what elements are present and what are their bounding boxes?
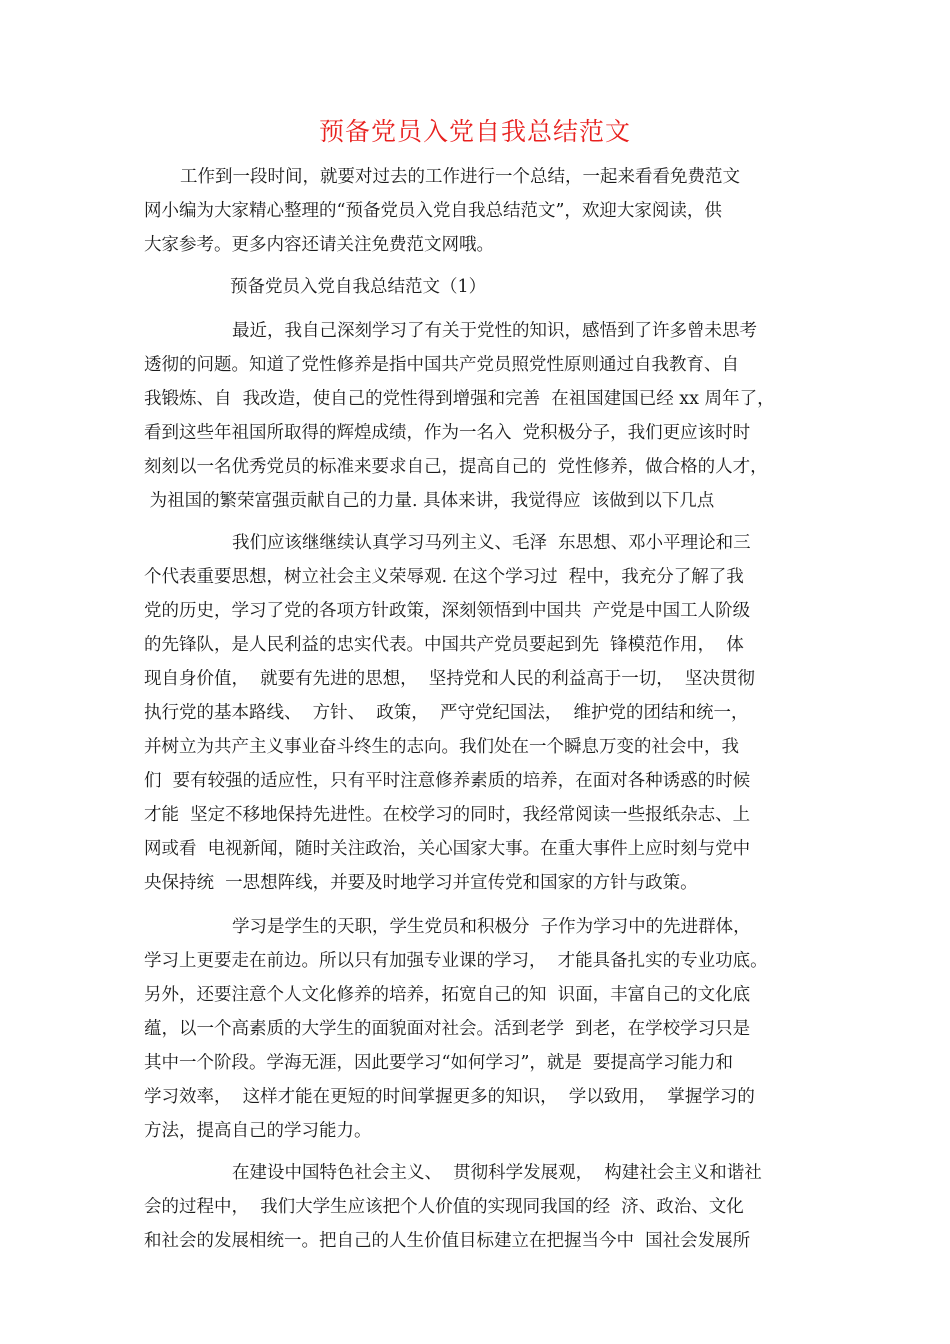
text-line: 预备党员入党自我总结范文（1） — [230, 277, 487, 297]
text-line: 党的历史，学习了党的各项方针政策，深刻领悟到中国共 产党是中国工人阶级 — [144, 601, 751, 621]
text-line: 学习上更要走在前边。所以只有加强专业课的学习， 才能具备扎实的专业功底。 — [144, 951, 768, 971]
text-line: 学习是学生的天职，学生党员和积极分 子作为学习中的先进群体， — [232, 917, 751, 937]
text-line: 学习效率， 这样才能在更短的时间掌握更多的知识， 学以致用， 掌握学习的 — [144, 1087, 755, 1107]
text-line: 我们应该继继续认真学习马列主义、毛泽 东思想、邓小平理论和三 — [232, 533, 751, 553]
text-line: 的先锋队，是人民利益的忠实代表。中国共产党员要起到先 锋模范作用， 体 — [144, 635, 744, 655]
text-line: 方法，提高自己的学习能力。 — [144, 1121, 372, 1141]
document-title: 预备党员入党自我总结范文 — [318, 117, 631, 146]
text-line: 执行党的基本路线、 方针、 政策， 严守党纪国法， 维护党的团结和统一， — [144, 703, 749, 723]
text-line: 并树立为共产主义事业奋斗终生的志向。我们处在一个瞬息万变的社会中，我 — [144, 737, 739, 757]
text-line: 我锻炼、自 我改造，使自己的党性得到增强和完善 在祖国建国已经 xx 周年了， — [144, 389, 775, 409]
text-line: 工作到一段时间，就要对过去的工作进行一个总结，一起来看看免费范文 — [180, 167, 740, 187]
text-line: 和社会的发展相统一。把自己的人生价值目标建立在把握当今中 国社会发展所 — [144, 1231, 751, 1251]
text-line: 个代表重要思想，树立社会主义荣辱观. 在这个学习过 程中，我充分了解了我 — [144, 567, 744, 587]
text-line: 大家参考。更多内容还请关注免费范文网哦。 — [144, 235, 494, 255]
text-line: 为祖国的繁荣富强贡献自己的力量. 具体来讲，我觉得应 该做到以下几点 — [144, 491, 715, 511]
text-line: 最近，我自己深刻学习了有关于党性的知识，感悟到了许多曾未思考 — [232, 321, 757, 341]
text-line: 会的过程中， 我们大学生应该把个人价值的实现同我国的经 济、政治、文化 — [144, 1197, 744, 1217]
text-line: 透彻的问题。知道了党性修养是指中国共产党员照党性原则通过自我教育、自 — [144, 355, 739, 375]
text-line: 才能 坚定不移地保持先进性。在校学习的同时，我经常阅读一些报纸杂志、上 — [144, 805, 751, 825]
text-line: 现自身价值， 就要有先进的思想， 坚持党和人民的利益高于一切， 坚决贯彻 — [144, 669, 755, 689]
text-line: 蕴，以一个高素质的大学生的面貌面对社会。活到老学 到老，在学校学习只是 — [144, 1019, 751, 1039]
text-line: 其中一个阶段。学海无涯，因此要学习“如何学习”，就是 要提高学习能力和 — [144, 1053, 734, 1073]
text-line: 看到这些年祖国所取得的辉煌成绩，作为一名入 党积极分子，我们更应该时时 — [144, 423, 751, 443]
text-line: 另外，还要注意个人文化修养的培养，拓宽自己的知 识面，丰富自己的文化底 — [144, 985, 751, 1005]
text-line: 们 要有较强的适应性，只有平时注意修养素质的培养，在面对各种诱惑的时候 — [144, 771, 751, 791]
text-line: 网或看 电视新闻，随时关注政治，关心国家大事。在重大事件上应时刻与党中 — [144, 839, 751, 859]
text-line: 在建设中国特色社会主义、 贯彻科学发展观， 构建社会主义和谐社 — [232, 1163, 762, 1183]
text-line: 网小编为大家精心整理的“预备党员入党自我总结范文”，欢迎大家阅读，供 — [144, 201, 722, 221]
text-line: 刻刻以一名优秀党员的标准来要求自己，提高自己的 党性修养，做合格的人才， — [144, 457, 768, 477]
text-line: 央保持统 一思想阵线，并要及时地学习并宣传党和国家的方针与政策。 — [144, 873, 698, 893]
